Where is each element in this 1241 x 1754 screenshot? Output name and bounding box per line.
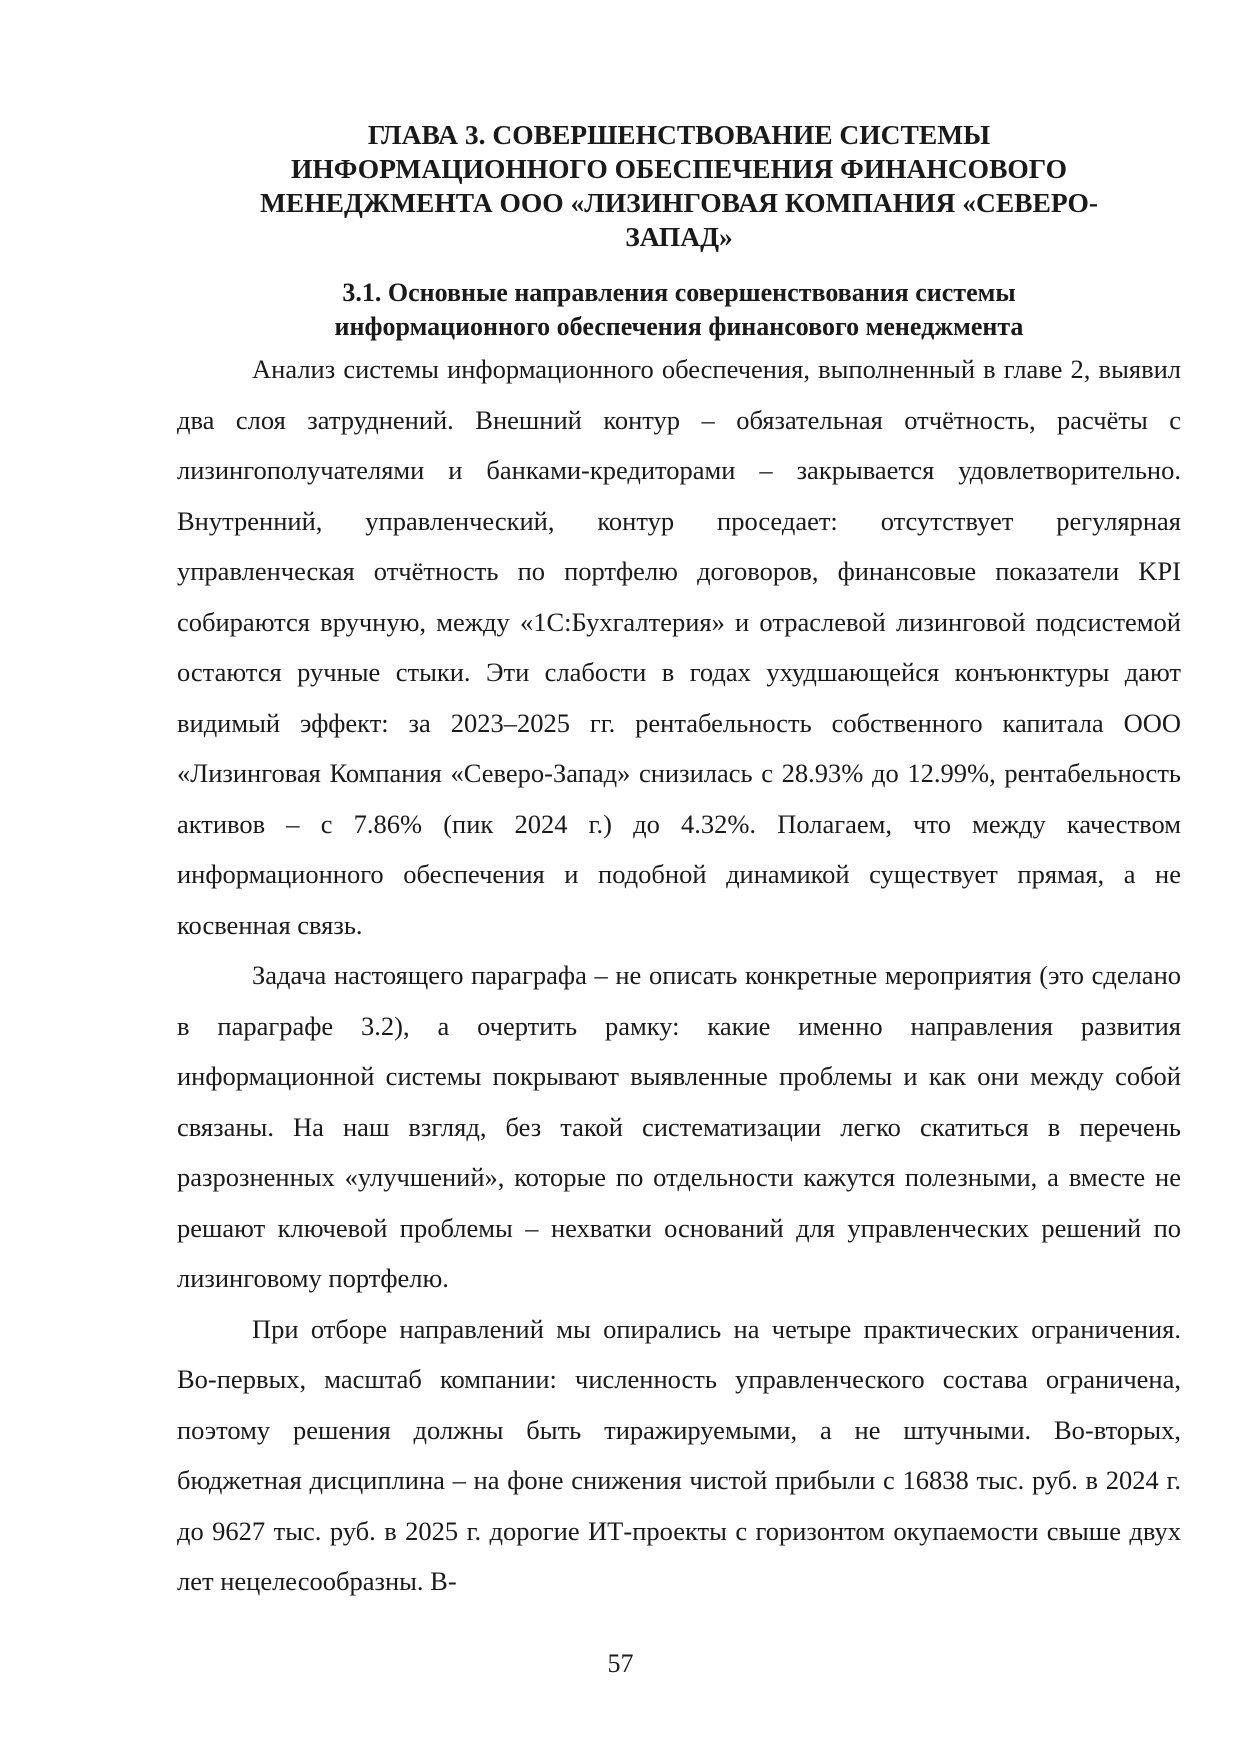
body-paragraph-1: Анализ системы информационного обеспечения, выполненный в главе 2, выявил два слоя затруднений. Внешний контур – обязательная отчётность, расчёты с лизингополучателями и банками-кредиторами – закрывается удовлетворительно. Внутренний, управленческий, контур проседает: отсутствует регулярная управленческая отчётность по портфелю договоров, финансовые показатели KPI собираются вручную, между «1С:Бухгалтерия» и отраслевой лизинговой подсистемой остаются ручные стыки. Эти слабости в годах ухудшающейся конъюнктуры дают видимый эффект: за 2023–2025 гг. рентабельность собственного капитала ООО «Лизинговая Компания «Северо-Запад» снизилась с 28.93% до 12.99%, рентабельность активов – с 7.86% (пик 2024 г.) до 4.32%. Полагаем, что между качеством информационного обеспечения и подобной динамикой существует прямая, а не косвенная связь. <box>177 354 1181 940</box>
body-paragraph-2: Задача настоящего параграфа – не описать конкретные мероприятия (это сделано в параграфе 3.2), а очертить рамку: какие именно направления развития информационной системы покрывают выявленные проблемы и как они между собой связаны. На наш взгляд, без такой систематизации легко скатиться в перечень разрозненных «улучшений», которые по отдельности кажутся полезными, а вместе не решают ключевой проблемы – нехватки оснований для управленческих решений по лизинговому портфелю. <box>177 960 1181 1293</box>
chapter-title: ГЛАВА 3. СОВЕРШЕНСТВОВАНИЕ СИСТЕМЫ ИНФОРМАЦИОННОГО ОБЕСПЕЧЕНИЯ ФИНАНСОВОГО МЕНЕДЖМЕНТА ООО «ЛИЗИНГОВАЯ КОМПАНИЯ «СЕВЕРО-ЗАПАД» <box>259 119 1099 252</box>
page-content <box>177 118 1181 1607</box>
section-title: 3.1. Основные направления совершенствования системы информационного обеспечения финансового менеджмента <box>334 278 1024 341</box>
page-number: 57 <box>607 1649 634 1678</box>
body-paragraph-3: При отборе направлений мы опирались на четыре практических ограничения. Во-первых, масштаб компании: численность управленческого состава ограничена, поэтому решения должны быть тиражируемыми, а не штучными. Во-вторых, бюджетная дисциплина – на фоне снижения чистой прибыли с 16838 тыс. руб. в 2024 г. до 9627 тыс. руб. в 2025 г. дорогие ИТ-проекты с горизонтом окупаемости свыше двух лет нецелесообразны. В- <box>177 1313 1181 1596</box>
